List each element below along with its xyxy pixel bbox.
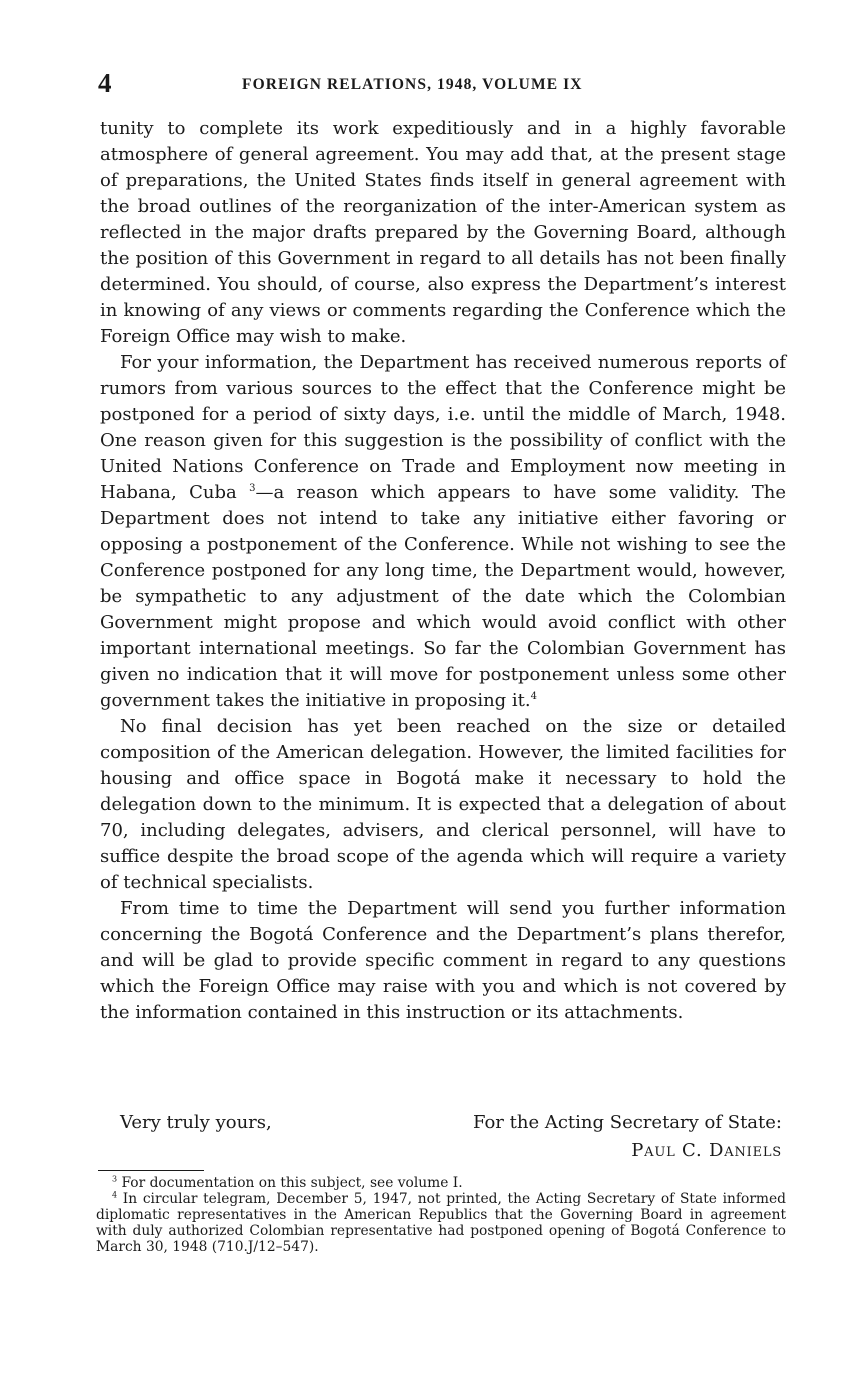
- body-text: [100, 116, 786, 1026]
- paragraph-text: —a reason which appears to have some validity. The Department does not intend to take any initiative either favoring or opposing a postponement of the Conference. While not wishing to see the Conference postponed for any long time, the Department would, however, be sympathetic to any adjustment of the date which the Colombian Government might propose and which would avoid conflict with other important international meetings. So far the Colombian Government has given no indication that it will move for postponement unless some other government takes the initiative in proposing it.: [100, 482, 787, 711]
- paragraph-text: tunity to complete its work expeditiously and in a highly favorable atmosphere of general agreement. You may add that, at the present stage of preparations, the United States finds itself in general agreement with the broad outlines of the reorganization of the inter-American system as reflected in the major drafts prepared by the Governing Board, although the position of this Government in regard to all details has not been finally determined. You should, of course, also express the Department’s interest in knowing of any views or comments regarding the Conference which the Foreign Office may wish to make.: [100, 118, 786, 347]
- letter-closing: [100, 1110, 786, 1166]
- paragraph-continued: [100, 116, 786, 350]
- paragraph-text: For your information, the Department has received numerous reports of rumors from various sources to the effect that the Conference might be postponed for a period of sixty days, i.e. until the middle of March, 1948. One reason given for this suggestion is the possibility of conflict with the United Nations Conference on Trade and Employment now meeting in Habana, Cuba: [100, 352, 786, 503]
- signature-title: For the Acting Secretary of State:: [472, 1112, 782, 1133]
- paragraph-text: No final decision has yet been reached on the size or detailed composition of the American delegation. However, the limited facilities for housing and office space in Bogotá make it necessary to hold the delegation down to the minimum. It is expected that a delegation of about 70, including delegates, advisers, and clerical personnel, will have to suffice despite the broad scope of the agenda which will require a variety of technical specialists.: [100, 716, 786, 893]
- footnote-text: For documentation on this subject, see volume I.: [121, 1175, 463, 1191]
- footnote-divider: [98, 1170, 204, 1171]
- footnote-number: 3: [112, 1174, 118, 1184]
- footnote-ref-4[interactable]: 4: [530, 691, 538, 702]
- complimentary-close: Very truly yours,: [120, 1112, 272, 1133]
- paragraph-information: [100, 350, 786, 714]
- paragraph-delegation: [100, 714, 786, 896]
- footnote-4: [96, 1191, 786, 1255]
- footnote-number: 4: [112, 1190, 118, 1200]
- page-number: 4: [98, 68, 112, 98]
- footnote-text: In circular telegram, December 5, 1947, not printed, the Acting Secretary of State informed diplomatic representatives in the American Republics that the Governing Board in agreement with duly authorized Colombian representative had postponed opening of Bogotá Conference to March 30, 1948 (710.J/12–547).: [96, 1191, 786, 1255]
- footnote-ref-3[interactable]: 3: [249, 483, 256, 494]
- signature-name: Paul C. Daniels: [631, 1140, 782, 1161]
- running-head: [98, 70, 786, 100]
- paragraph-text: From time to time the Department will send you further information concerning the Bogotá Conference and the Department’s plans therefor, and will be glad to provide specific comment in regard to any questions which the Foreign Office may raise with you and which is not covered by the information contained in this instruction or its attachments.: [100, 898, 786, 1023]
- footnotes: [96, 1175, 786, 1255]
- paragraph-further-information: [100, 896, 786, 1026]
- footnote-3: [96, 1175, 786, 1191]
- running-head-title: FOREIGN RELATIONS, 1948, VOLUME IX: [242, 76, 583, 93]
